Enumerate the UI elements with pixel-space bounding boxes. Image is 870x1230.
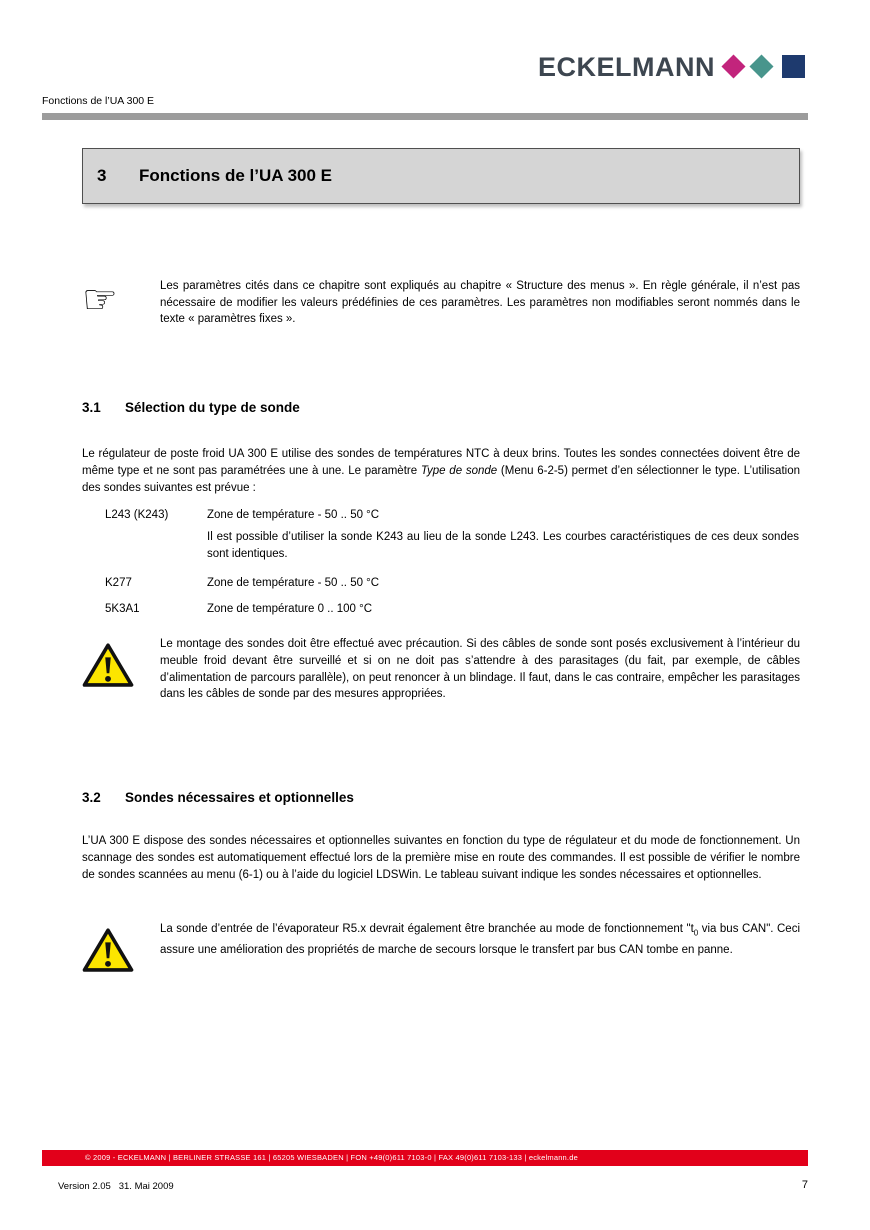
section-3-2-intro: L’UA 300 E dispose des sondes nécessaires et optionnelles suivantes en fonction du type de régulateur et du mode de fonctionnement. Un scannage des sondes est automatiquement effectué lors de la première mise en route des commandes. Il est possible de vérifier le nombre de sondes scannées au menu (6-1) ou à l’aide du logiciel LDSWin. Le tableau suivant indique les sondes nécessaires et optionnelles. [82, 835, 800, 881]
warning-icon-cell [82, 921, 160, 979]
chapter-heading [82, 148, 800, 204]
sensor-definition: Zone de température - 50 .. 50 °C [207, 577, 380, 589]
logo-diamond-magenta-icon [721, 54, 745, 78]
chapter-number: 3 [97, 166, 107, 185]
sensor-term: K277 [105, 577, 132, 589]
note-icon-cell [82, 278, 160, 328]
sensor-definition: Zone de température 0 .. 100 °C [207, 603, 373, 615]
eckelmann-logo [538, 50, 808, 84]
sensor-row [105, 575, 800, 591]
warning-block-2 [82, 921, 800, 979]
warning-triangle-icon [82, 927, 134, 974]
logo-wordmark: ECKELMANN [538, 51, 715, 82]
sensor-row [105, 507, 800, 523]
sensor-term: 5K3A1 [105, 603, 140, 615]
footer-version: Version 2.05 31. Mai 2009 [58, 1181, 174, 1192]
logo-marks [722, 53, 808, 81]
note-text: Les paramètres cités dans ce chapitre sont expliqués au chapitre « Structure des menus ». En règle générale, il n’est pas nécessaire de modifier les valeurs prédéfinies de ces paramètres. Les paramètres non modifiables seront nommés dans le texte « paramètres fixes ». [160, 280, 800, 325]
warning-triangle-icon [82, 642, 134, 689]
warning-icon-cell [82, 636, 160, 703]
warning-subscript: 0 [693, 928, 699, 938]
section-3-2-number: 3.2 [82, 790, 101, 805]
section-3-2-title: Sondes nécessaires et optionnelles [125, 790, 354, 805]
page-number: 7 [801, 1179, 808, 1191]
section-3-1-number: 3.1 [82, 400, 101, 415]
chapter-title: Fonctions de l’UA 300 E [139, 166, 333, 185]
warning-text-before: La sonde d’entrée de l’évaporateur R5.x devrait également être branchée au mode de fonctionnement "t [160, 923, 694, 935]
section-3-1-heading [82, 400, 300, 415]
logo-square-navy-icon [782, 55, 805, 78]
header-rule [42, 113, 808, 120]
note-block [82, 278, 800, 328]
section-3-1-title: Sélection du type de sonde [125, 400, 300, 415]
intro-text-after: (Menu 6-2-5) permet d’en sélectionner le type. L’utilisation des sondes suivantes est prévue : [82, 465, 800, 494]
logo-diamond-teal-icon [749, 54, 773, 78]
warning-text: Le montage des sondes doit être effectué avec précaution. Si des câbles de sonde sont posés exclusivement à l’intérieur du meuble froid devant être surveillé et si on ne doit pas s’attendre à des parasitages (du fait, par exemple, de câbles d’alimentation de parcours parallèle), on peut renoncer à un blindage. Il faut, dans le cas contraire, empêcher les parasitages dans les câbles de sonde par des mesures appropriées. [160, 638, 800, 701]
section-3-2-heading [82, 790, 354, 805]
pointing-hand-icon: ☞ [82, 277, 118, 323]
sensor-term: L243 (K243) [105, 509, 169, 521]
sensor-note: Il est possible d’utiliser la sonde K243 au lieu de la sonde L243. Les courbes caractéristiques de ces deux sondes sont identiques. [207, 531, 799, 560]
intro-italic-term: Type de sonde [420, 465, 498, 477]
warning-text-after: via bus CAN". Ceci assure une amélioration des propriétés de marche de secours lorsque le transfert par bus CAN tombe en panne. [160, 923, 800, 957]
intro-text-before: Le régulateur de poste froid UA 300 E utilise des sondes de températures NTC à deux brins. Toutes les sondes connectées doivent être de même type et ne sont pas paramétrées une à une. Le paramètre [82, 448, 800, 477]
sensor-list [105, 507, 800, 617]
footer-copyright-bar: © 2009 - ECKELMANN | BERLINER STRASSE 161 | 65205 WIESBADEN | FON +49(0)611 7103-0 | FAX 49(0)611 7103-133 | eckelmann.de [42, 1150, 808, 1166]
sensor-definition: Zone de température - 50 .. 50 °C [207, 509, 380, 521]
warning-block-1 [82, 636, 800, 703]
running-header: Fonctions de l’UA 300 E [42, 95, 155, 107]
sensor-row [105, 601, 800, 617]
section-3-1-intro [82, 446, 800, 497]
warning-text [160, 921, 800, 979]
